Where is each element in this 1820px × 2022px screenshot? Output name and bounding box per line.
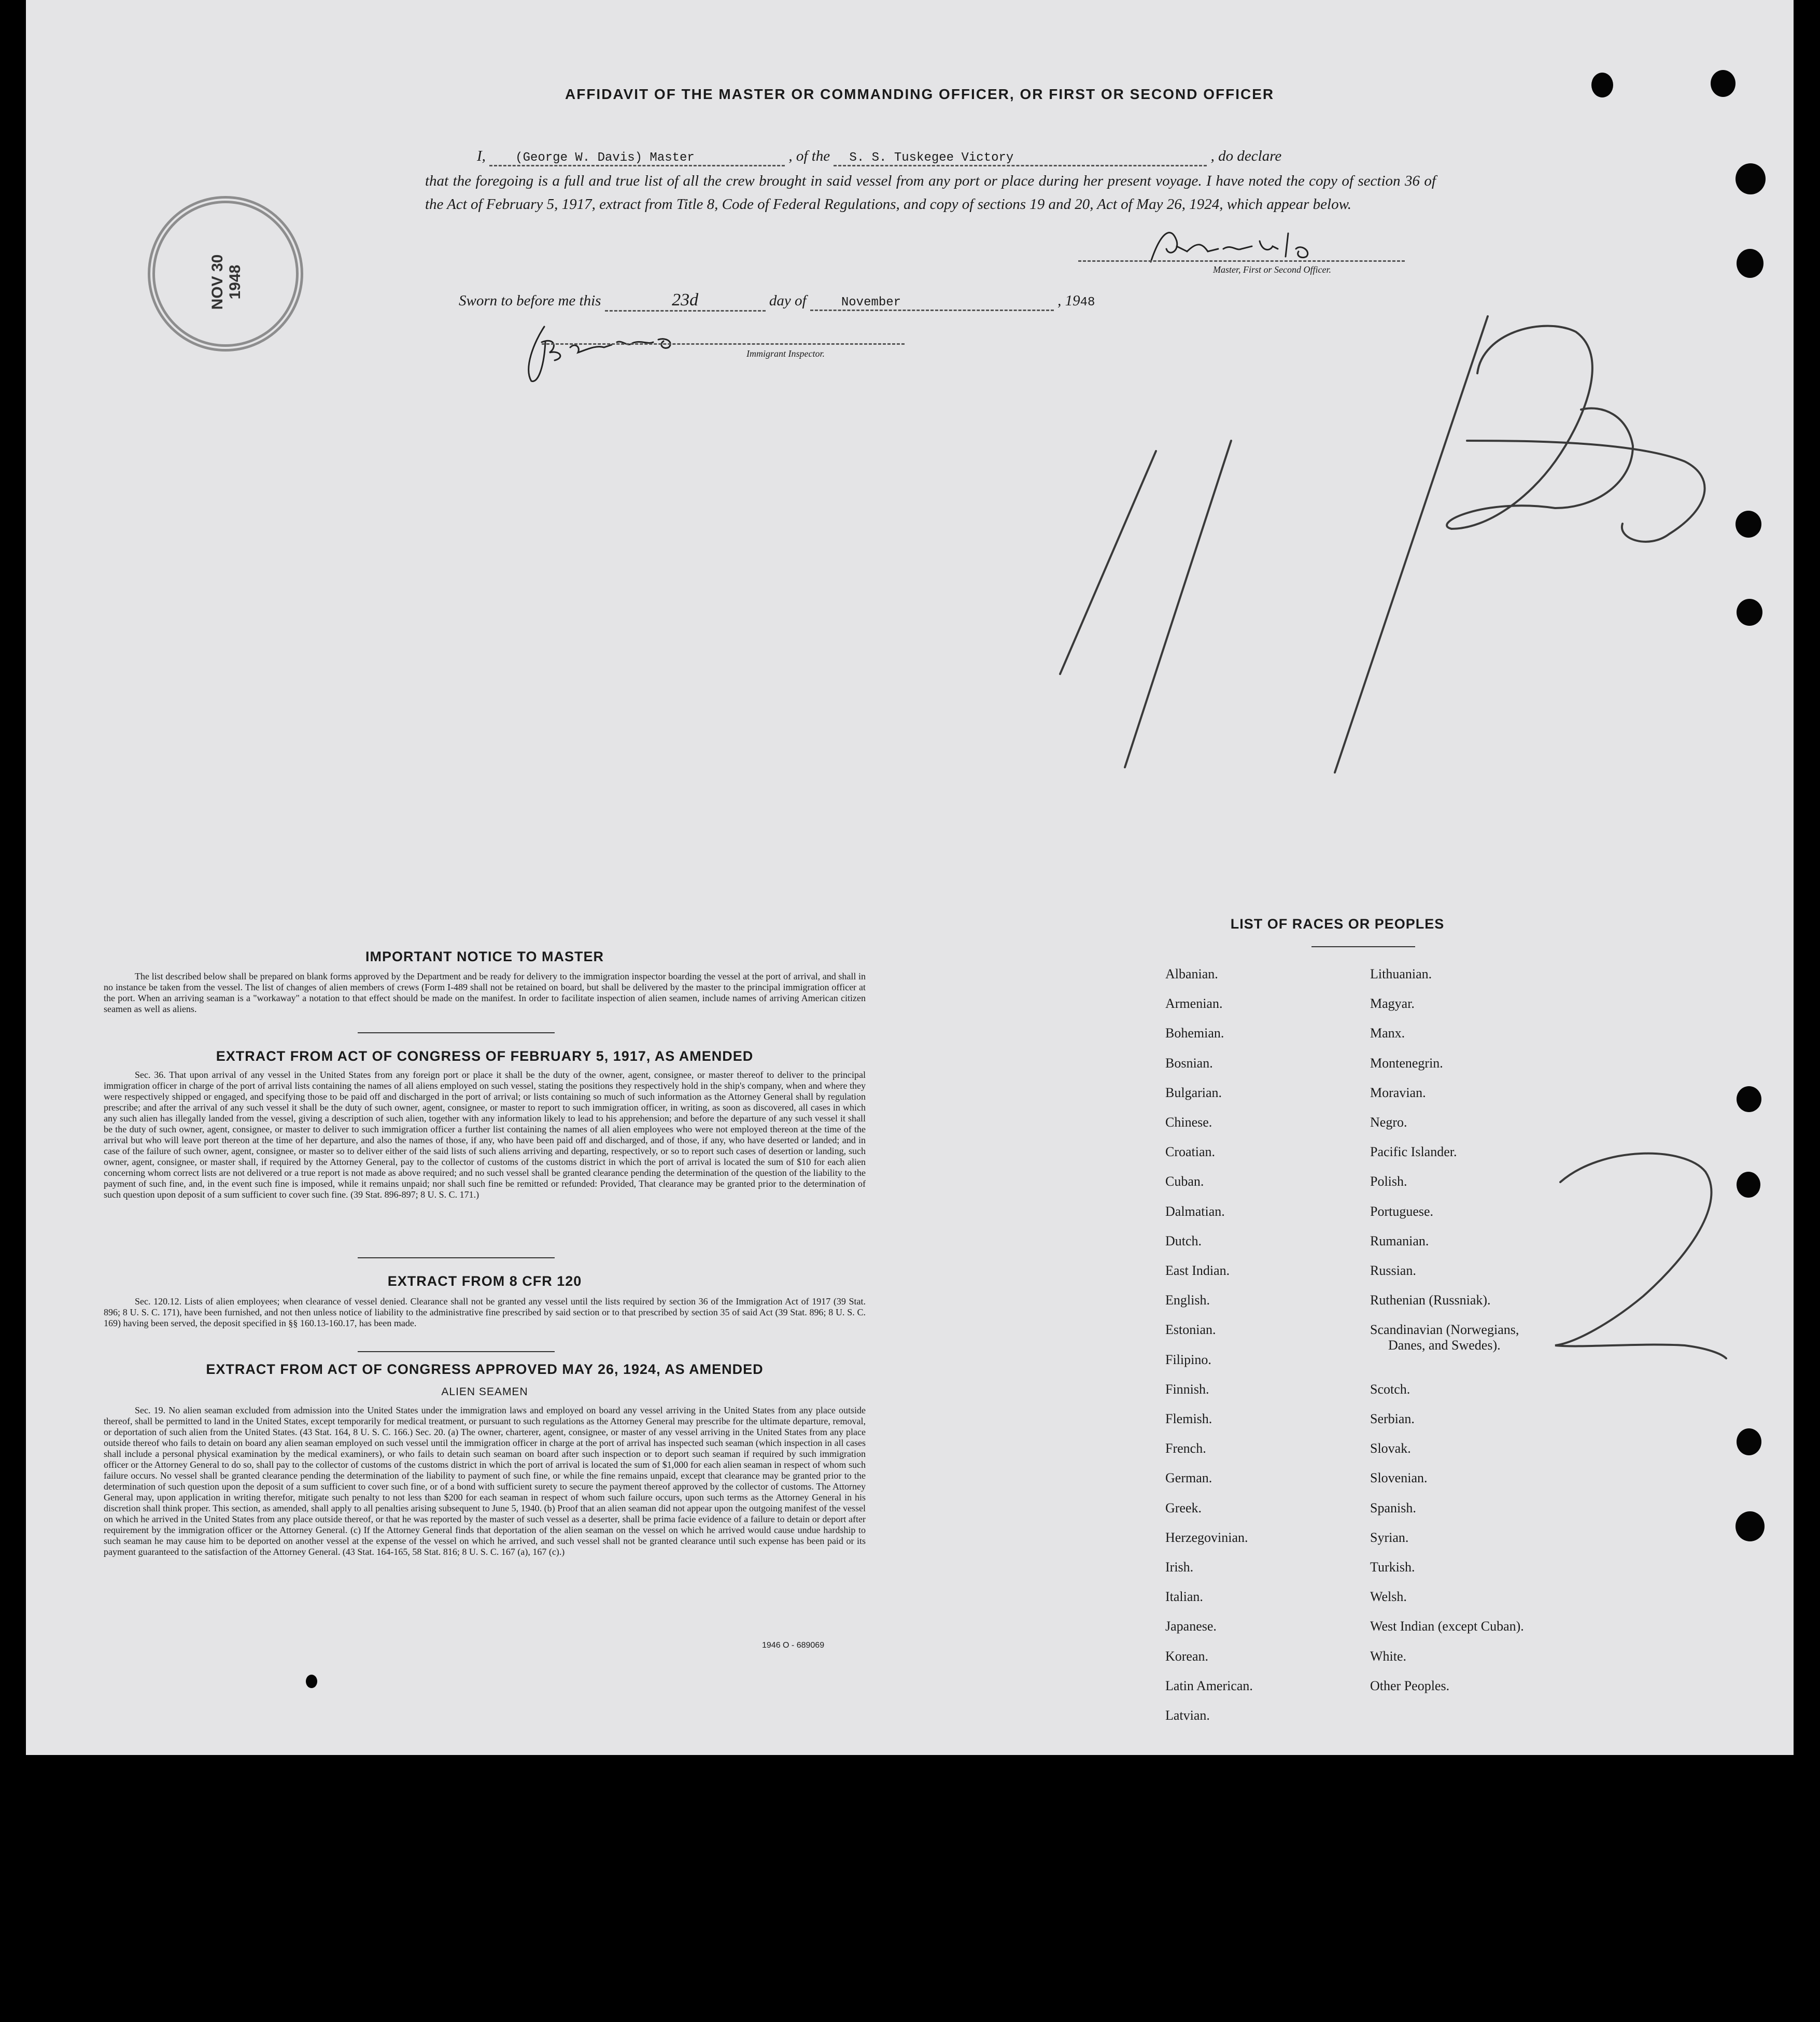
punch-hole [1736,1511,1765,1541]
race-item: Korean. [1165,1648,1209,1664]
extract-1917-body: Sec. 36. That upon arrival of any vessel in the United States from any foreign port or place it shall be the duty of the owner, agent, consignee, or master thereof to deliver to the principal immigration officer in charge of the port of arrival lists containing the names of all aliens employed on such vessel, stating the positions they respectively hold in the ship's company, when and where they were respectively shipped or engaged, and specifying those to be paid off and discharged in the port of arrival; or lists containing so much of such information as the Attorney General shall by regulation prescribe; and after the arrival of any such vessel it shall be the duty of such owner, agent, consignee, or master to report to such immigration officer, in writing, as soon as discovered, all cases in which any such alien has illegally landed from the vessel, giving a description of such alien, together with any information likely to lead to his apprehension; and before the departure of any such vessel it shall be the duty of such owner, agent, consignee, or master to deliver to such immigration officer a further list containing the names of all alien employees who were not employed thereon at the time of the arrival but who will leave port thereon at the time of her departure, and also the names of those, if any, who have been paid off and discharged, and of those, if any, who have deserted or landed; and in case of the failure of such owner, agent, consignee, or master so to deliver either of the said lists of such aliens arriving and departing, respectively, or so to report such cases of desertion or landing, such owner, agent, consignee, or master shall, if required by the Attorney General, pay to the collector of customs of the customs district in which the port of arrival is located the sum of $10 for each alien concerning whom correct lists are not delivered or a true report is not made as above required; and no such vessel shall be granted clearance pending the determination of the question of the liability to the payment of such fine, and, in the event such fine is imposed, while it remains unpaid; nor shall such fine be remitted or refunded: Provided, That clearance may be granted prior to the determination of such question upon deposit of a sum sufficient to cover such fine. (39 Stat. 896-897; 8 U. S. C. 171.) [104,1070,866,1200]
race-item: French. [1165,1441,1206,1456]
race-item: Dalmatian. [1165,1203,1225,1219]
race-item: Ruthenian (Russniak). [1370,1293,1491,1308]
race-item: Negro. [1370,1115,1407,1130]
race-item: Cuban. [1165,1174,1204,1189]
race-item: Russian. [1370,1263,1416,1278]
inspector-signature-line [542,343,905,345]
race-item: West Indian (except Cuban). [1370,1619,1524,1634]
sworn-label: Sworn to before me this [459,292,601,309]
extract-1924-title: EXTRACT FROM ACT OF CONGRESS APPROVED MAY 26, 1924, AS AMENDED [206,1361,764,1377]
extract-1924-body: Sec. 19. No alien seaman excluded from admission into the United States under the immigration laws and employed on board any vessel arriving in the United States from any place outside thereof, shall be permitted to land in the United States, except temporarily for medical treatment, or pursuant to such regulations as the Attorney General may prescribe for the ultimate departure, removal, or deportation of such alien from the United States. (43 Stat. 164, 8 U. S. C. 166.) Sec. 20. (a) The owner, charterer, agent, consignee, or master of any vessel arriving in the United States from any place outside thereof who fails to detain on board any alien seaman employed on such vessel until the immigration officer in charge at the port of arrival has inspected such seaman (which inspection in all cases shall include a personal physical examination by the medical examiners), or who fails to detain such seaman on board after such inspection or to deport such seaman if required by such immigration officer or the Attorney General to do so, shall pay to the collector of customs of the customs district in which the port of arrival is located the sum of $1,000 for each alien seaman in respect of whom such failure occurs. No vessel shall be granted clearance pending the determination of the liability to payment of such fine, or while the fine remains unpaid, except that clearance may be granted prior to the determination of such question upon the deposit of a sum sufficient to cover such fine, or of a bond with sufficient surety to secure the payment thereof approved by the collector of customs. The Attorney General may, upon application in writing therefor, mitigate such penalty to not less than $200 for each seaman in respect of whom such failure occurs, upon such terms as the Attorney General in his discretion shall think proper. This section, as amended, shall apply to all penalties arising subsequent to June 5, 1940. (b) Proof that an alien seaman did not appear upon the outgoing manifest of the vessel on which he arrived in the United States from any place outside thereof, or that he was reported by the master of such vessel as a deserter, shall be prima facie evidence of a failure to detain or deport after requirement by the immigration officer or the Attorney General. (c) If the Attorney General finds that deportation of the alien seaman on the vessel on which he arrived would cause undue hardship to such seaman he may cause him to be deported on another vessel at the expense of the vessel on which he arrived, and such vessel shall not be granted clearance until such expense has been paid or its payment guaranteed to the satisfaction of the Attorney General. (43 Stat. 164-165, 58 Stat. 816; 8 U. S. C. 167 (a), 167 (c).) [104,1405,866,1557]
race-item: Albanian. [1165,966,1218,981]
punch-hole [1736,511,1761,538]
race-item: Croatian. [1165,1144,1216,1160]
affidavit-title: AFFIDAVIT OF THE MASTER OR COMMANDING OFFICER, OR FIRST OR SECOND OFFICER [565,86,1275,102]
punch-hole [1737,599,1762,626]
race-item: Other Peoples. [1370,1678,1450,1693]
master-signature-line [1078,260,1405,262]
punch-hole [306,1675,317,1688]
sworn-day: 23d [672,290,699,310]
divider-1 [358,1032,555,1033]
punch-hole [1737,249,1763,278]
race-item: Flemish. [1165,1411,1212,1426]
sworn-line [459,290,1184,312]
date-stamp [148,196,303,352]
race-item: Serbian. [1370,1411,1415,1426]
race-item: German. [1165,1470,1212,1486]
race-item: Latin American. [1165,1678,1253,1693]
pencil-mark-large [1037,311,1773,778]
stamp-date: NOV 30 1948 [209,254,244,310]
alien-seamen-subtitle: ALIEN SEAMEN [441,1386,528,1398]
vessel-name-field: S. S. Tuskegee Victory [834,151,1207,166]
divider-3 [358,1351,555,1352]
race-item: Latvian. [1165,1708,1210,1723]
race-item: Greek. [1165,1500,1202,1515]
race-item: Lithuanian. [1370,966,1432,981]
race-item: Rumanian. [1370,1233,1429,1248]
master-name-field: (George W. Davis) Master [489,151,785,166]
punch-hole [1737,1428,1761,1455]
divider-2 [358,1257,555,1258]
cfr-title: EXTRACT FROM 8 CFR 120 [387,1273,582,1289]
race-item: Syrian. [1370,1529,1409,1545]
pencil-mark-2 [1519,1141,1768,1369]
race-item: English. [1165,1293,1210,1308]
punch-hole [1737,1086,1761,1112]
race-item: Moravian. [1370,1085,1426,1100]
punch-hole [1737,1172,1760,1198]
races-divider [1311,946,1415,947]
master-label: Master, First or Second Officer. [1213,264,1331,275]
document-page [26,0,1794,1755]
race-item: White. [1370,1648,1407,1664]
notice-body: The list described below shall be prepared on blank forms approved by the Department and be ready for delivery to the immigration inspector boarding the vessel at the port of arrival, and shall in no instance be taken from the vessel. The list of changes of alien members of crews (Form I-489 shall not be retained on board, but shall be delivered by the master to the principal immigration officer at the port. When an arriving seaman is a "workaway" a notation to that effect should be made on the manifest. In order to facilitate inspection of alien seamen, include names of arriving American citizen seamen as well as aliens. [104,971,866,1014]
race-item: Montenegrin. [1370,1055,1443,1071]
race-item: Bohemian. [1165,1026,1224,1041]
race-item: Finnish. [1165,1381,1209,1397]
race-item: Filipino. [1165,1352,1211,1367]
affidavit-i: I, [477,148,486,164]
punch-hole [1591,73,1613,97]
race-item: Estonian. [1165,1322,1216,1338]
inspector-signature [513,311,721,389]
race-item: Chinese. [1165,1115,1212,1130]
affidavit-line-1 [477,148,1483,166]
extract-1917-title: EXTRACT FROM ACT OF CONGRESS OF FEBRUARY 5, 1917, AS AMENDED [216,1048,754,1064]
print-code: 1946 O - 689069 [762,1641,825,1650]
cfr-body: Sec. 120.12. Lists of alien employees; when clearance of vessel denied. Clearance shall not be granted any vessel until the lists required by section 36 of the Immigration Act of 1917 (39 Stat. 896; 8 U. S. C. 171), have been furnished, and not then unless notice of liability to the administrative fine prescribed by said section or to that prescribed by section 35 of said Act (39 Stat. 896; 8 U. S. C. 169) having been served, the deposit specified in §§ 160.13-160.17, has been made. [104,1296,866,1328]
race-item: Magyar. [1370,996,1415,1012]
affidavit-of-the: , of the [788,148,830,164]
race-item: Scotch. [1370,1381,1410,1397]
race-item: East Indian. [1165,1263,1230,1278]
race-item: Herzegovinian. [1165,1529,1248,1545]
race-item: Pacific Islander. [1370,1144,1457,1160]
race-item: Japanese. [1165,1619,1217,1634]
races-title: LIST OF RACES OR PEOPLES [1230,916,1445,932]
sworn-year: 48 [1080,296,1095,310]
race-item: Irish. [1165,1560,1194,1575]
race-item: Manx. [1370,1026,1405,1041]
race-item: Danes, and Swedes). [1388,1338,1501,1353]
race-item: Armenian. [1165,996,1223,1012]
race-item: Slovenian. [1370,1470,1428,1486]
race-item: Turkish. [1370,1560,1415,1575]
affidavit-body: that the foregoing is a full and true list of all the crew brought in said vessel from any port or place during her present voyage. I have noted the copy of section 36 of the Act of February 5, 1917, extract from Title 8, Code of Federal Regulations, and copy of sections 19 and 20, Act of May 26, 1924, which appear below. [425,173,1436,213]
race-item: Spanish. [1370,1500,1416,1515]
punch-hole [1711,70,1736,97]
race-item: Scandinavian (Norwegians, [1370,1322,1519,1338]
affidavit-declare: , do declare [1210,148,1282,164]
race-item: Italian. [1165,1589,1203,1605]
race-item: Bosnian. [1165,1055,1213,1071]
race-item: Dutch. [1165,1233,1202,1248]
punch-hole [1736,163,1766,194]
inspector-label: Immigrant Inspector. [746,348,825,359]
race-item: Welsh. [1370,1589,1407,1605]
day-of-label: day of [769,292,807,309]
race-item: Slovak. [1370,1441,1411,1456]
race-item: Polish. [1370,1174,1407,1189]
race-item: Bulgarian. [1165,1085,1222,1100]
sworn-month-field: November [810,296,1054,311]
race-item: Portuguese. [1370,1203,1434,1219]
sworn-day-field [605,290,766,312]
year-prefix: , 19 [1057,292,1080,309]
notice-title: IMPORTANT NOTICE TO MASTER [365,949,604,964]
